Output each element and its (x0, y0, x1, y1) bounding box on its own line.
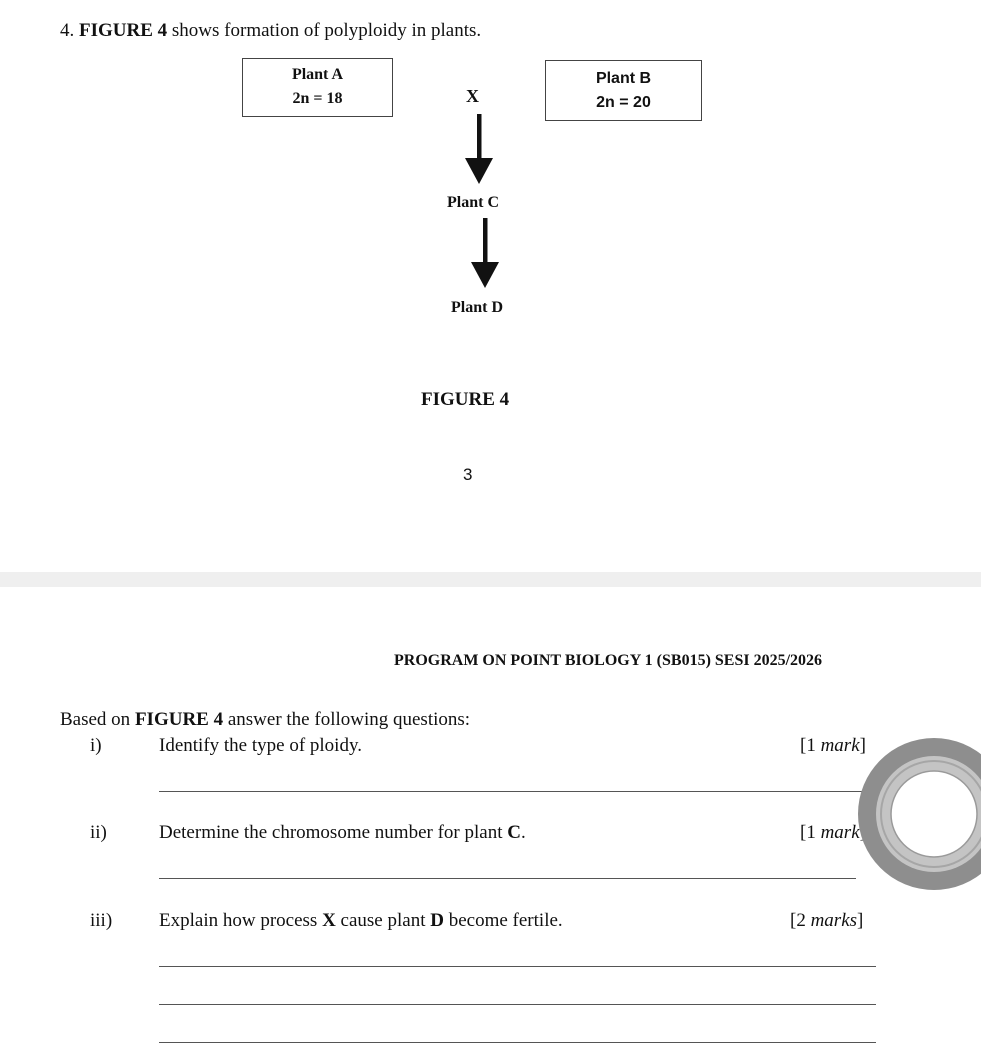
plant-b-chromosomes: 2n = 20 (596, 94, 651, 111)
instruction-prefix: Based on (60, 709, 131, 730)
marks-close: ] (859, 735, 866, 756)
instruction-suffix: answer the following questions: (227, 709, 471, 730)
subquestion-3-process-letter: X (322, 910, 336, 931)
plant-a-name: Plant A (291, 66, 344, 83)
subquestion-2-prefix: Determine the chromosome number for plant (159, 822, 503, 843)
plant-a-box (242, 58, 393, 117)
arrow-down-icon (462, 112, 496, 188)
marks-open: [1 (800, 822, 821, 843)
page-divider (0, 572, 981, 587)
subquestion-3-part-c: become fertile. (448, 910, 563, 931)
answer-line[interactable] (159, 1042, 876, 1043)
subquestion-3-part-b: cause plant (340, 910, 426, 931)
subquestion-2-text (159, 822, 526, 844)
subquestion-3-number: iii) (90, 910, 113, 931)
subquestion-3-text (159, 910, 563, 932)
plant-c-label: Plant C (447, 194, 499, 211)
arrow-down-icon (468, 216, 502, 292)
answer-line[interactable] (159, 878, 856, 879)
question-number: 4. (60, 20, 75, 41)
subquestion-3-part-a: Explain how process (159, 910, 318, 931)
plant-b-box (545, 60, 702, 121)
marks-word: mark (820, 822, 860, 843)
question-figure-ref: FIGURE 4 (79, 20, 168, 41)
subquestion-1-marks (800, 735, 866, 757)
instruction (60, 709, 470, 731)
answer-line[interactable] (159, 1004, 876, 1005)
question-intro-text: shows formation of polyploidy in plants. (171, 20, 482, 41)
marks-open: [1 (800, 735, 821, 756)
subquestion-2-marks (800, 822, 866, 844)
answer-line[interactable] (159, 791, 876, 792)
marks-word: mark (820, 735, 860, 756)
plant-b-name: Plant B (595, 70, 652, 87)
subquestion-3-marks (790, 910, 863, 932)
marks-open: [2 (790, 910, 811, 931)
subquestion-2-plant-letter: C (507, 822, 521, 843)
marks-word: marks (810, 910, 858, 931)
subquestion-2-suffix: . (520, 822, 526, 843)
figure-caption: FIGURE 4 (421, 389, 510, 410)
plant-d-label: Plant D (451, 299, 503, 316)
subquestion-1-text: Identify the type of ploidy. (159, 735, 362, 756)
question-intro (60, 20, 481, 42)
plant-a-chromosomes: 2n = 18 (292, 90, 343, 107)
subquestion-3-plant-letter: D (430, 910, 444, 931)
subquestion-2-number: ii) (90, 822, 107, 843)
floating-assistive-button-icon[interactable] (858, 738, 981, 890)
page-number: 3 (463, 465, 473, 484)
assistive-button-inner (891, 771, 977, 857)
page-header: PROGRAM ON POINT BIOLOGY 1 (SB015) SESI 2025/2026 (394, 652, 823, 669)
answer-line[interactable] (159, 966, 876, 967)
instruction-figure-ref: FIGURE 4 (134, 709, 224, 730)
marks-close: ] (857, 910, 864, 931)
subquestion-1-number: i) (90, 735, 102, 756)
process-x-label: X (466, 86, 479, 106)
